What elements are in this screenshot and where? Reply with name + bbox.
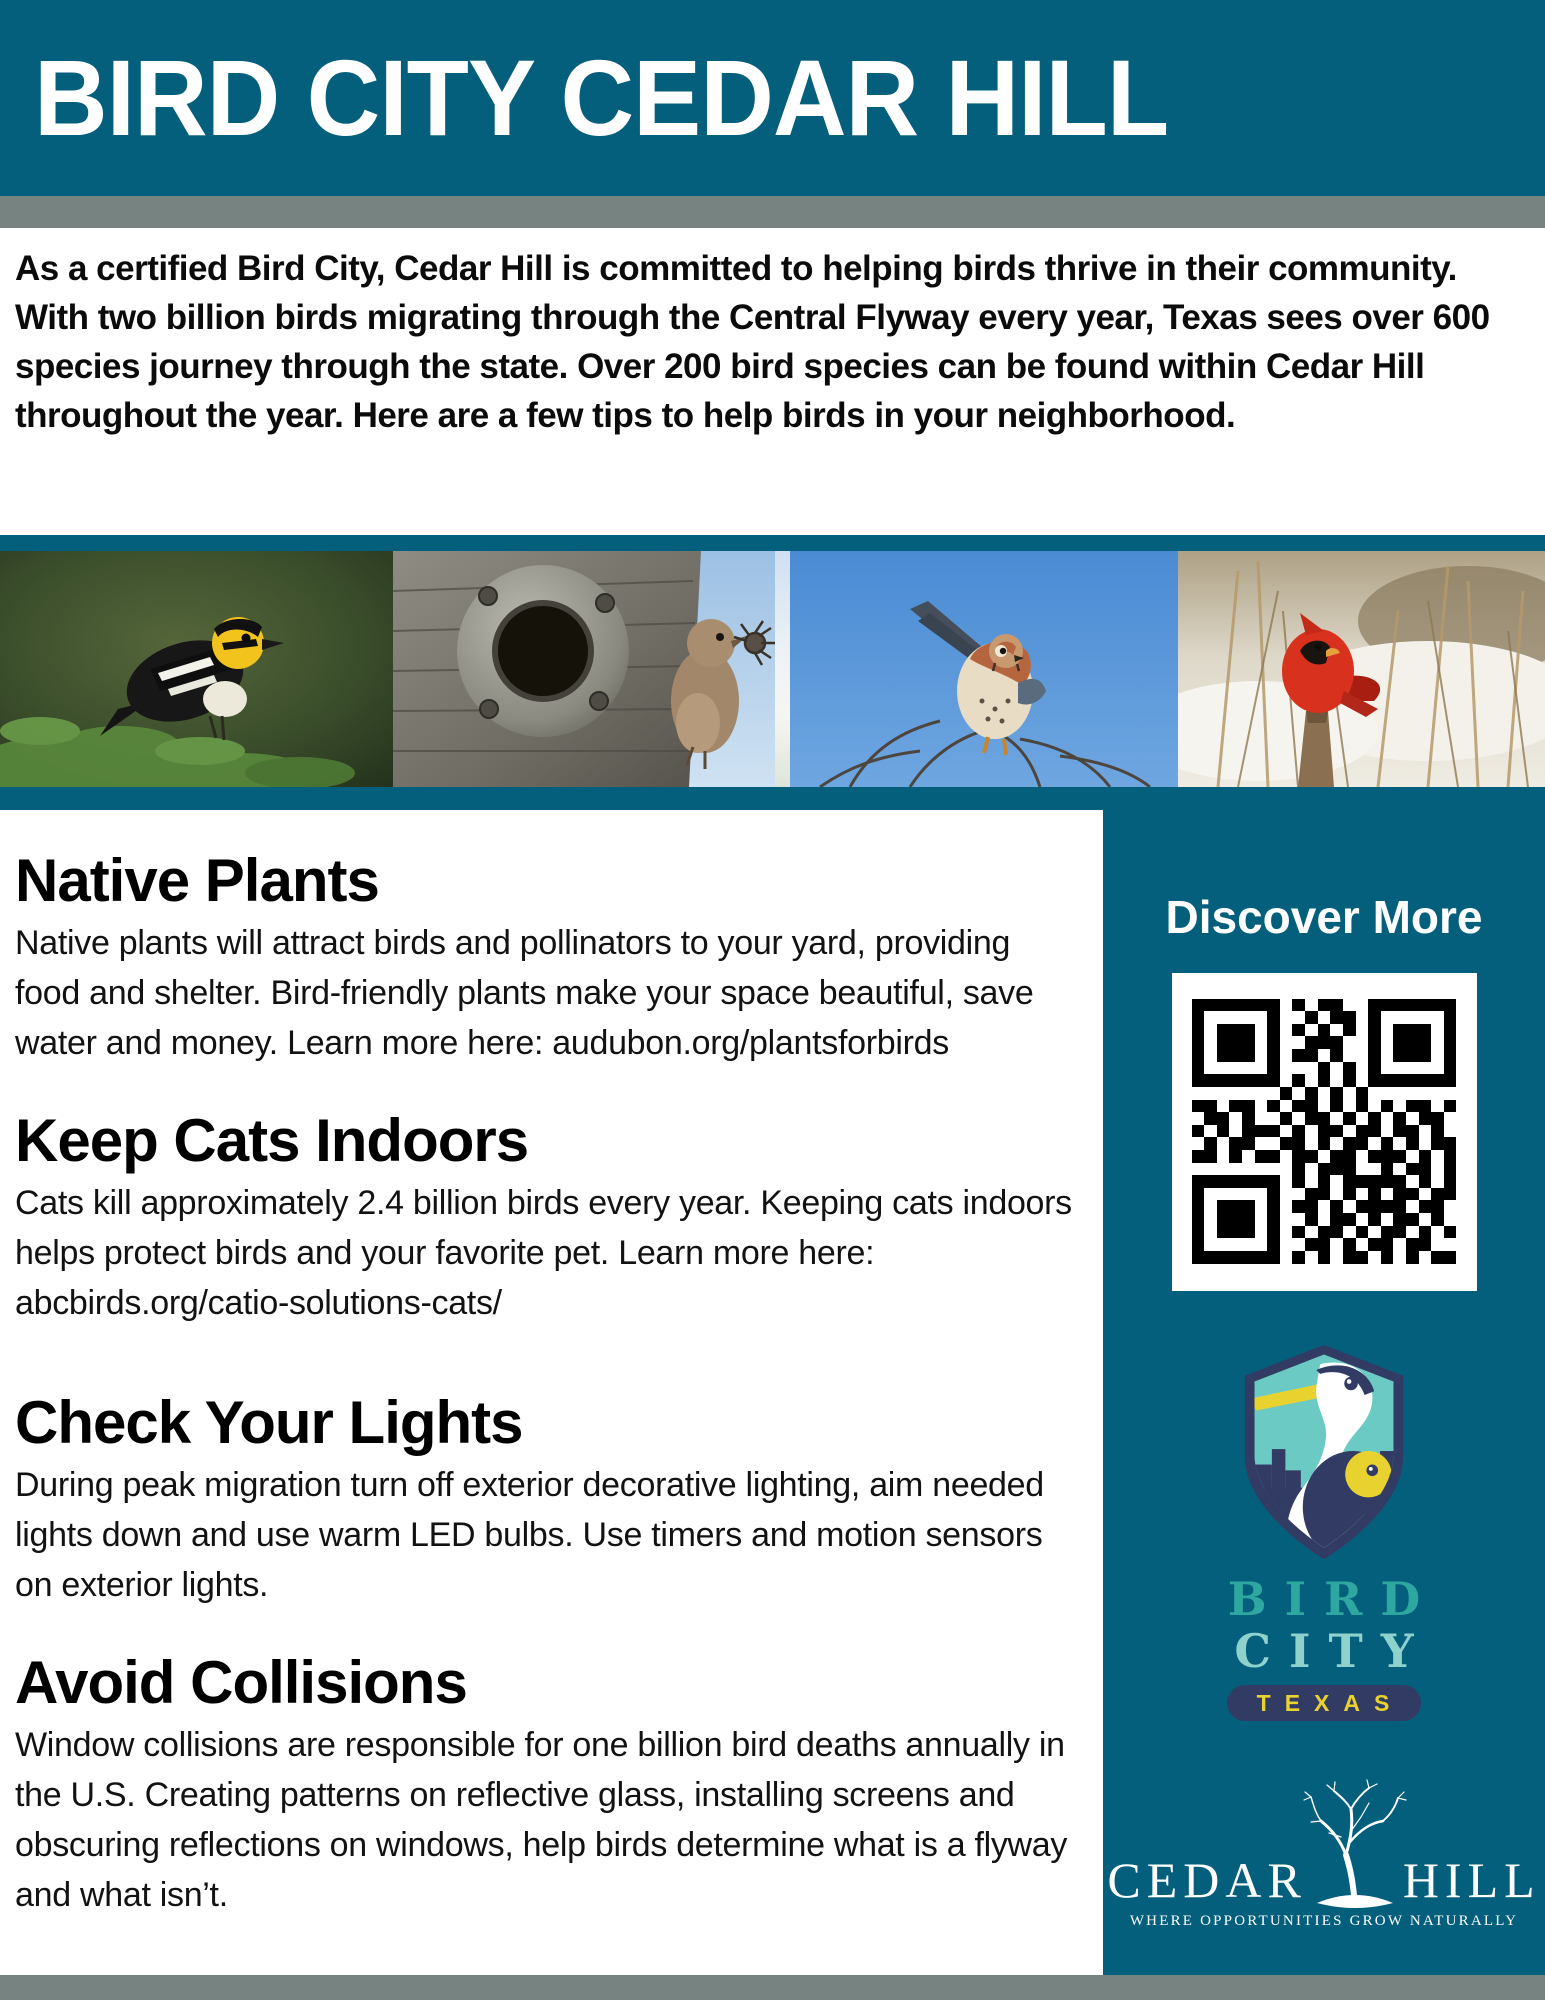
bird-city-logo-word-city: CITY — [1234, 1623, 1432, 1678]
cedar-hill-word-cedar: CEDAR — [1107, 1851, 1307, 1908]
section-heading: Keep Cats Indoors — [15, 1107, 529, 1174]
tips-column — [0, 810, 1103, 1975]
page-title: BIRD CITY CEDAR HILL — [34, 37, 1169, 159]
header-banner — [0, 0, 1545, 196]
nest-box-illustration — [393, 551, 775, 787]
divider-bar-top — [0, 196, 1545, 228]
section-keep-cats-indoors — [15, 1068, 1078, 1328]
kestrel-illustration — [790, 551, 1178, 787]
photo-golden-cheeked-warbler — [0, 551, 393, 787]
intro-paragraph: As a certified Bird City, Cedar Hill is committed to helping birds thrive in their community. With two billion birds migrating through the Central Flyway every year, Texas sees over 600 species journey through the state. Over 200 bird species can be found within Cedar Hill throughout the year. Here are a few tips to help birds in your neighborhood. — [15, 249, 1490, 435]
section-heading: Avoid Collisions — [15, 1649, 467, 1716]
section-check-your-lights — [15, 1328, 1078, 1610]
bird-city-texas-logo — [1224, 1341, 1439, 1721]
photo-strip-top-band — [0, 535, 1545, 551]
sidebar — [1103, 810, 1545, 1975]
intro-section — [0, 228, 1545, 535]
cedar-hill-wordmark — [1107, 1779, 1541, 1908]
photo-strip-bottom-band — [0, 787, 1545, 810]
photo-strip — [0, 535, 1545, 810]
qr-box — [1172, 973, 1477, 1291]
photo-gap — [775, 551, 790, 787]
cedar-hill-tagline: WHERE OPPORTUNITIES GROW NATURALLY — [1129, 1912, 1519, 1929]
discover-more-label: Discover More — [1165, 891, 1483, 943]
section-heading: Native Plants — [15, 847, 379, 914]
bird-city-shield-icon — [1224, 1341, 1424, 1563]
section-body: During peak migration turn off exterior decorative lighting, aim needed lights down and use warm LED bulbs. Use timers and motion sensors on exterior lights. — [15, 1466, 1044, 1604]
main-content — [0, 810, 1545, 1975]
warbler-illustration — [0, 551, 393, 787]
bird-city-logo-word-bird: BIRD — [1227, 1571, 1439, 1626]
section-body: Cats kill approximately 2.4 billion birds every year. Keeping cats indoors helps protect birds and your favorite pet. Learn more here: abcbirds.org/catio-solutions-cats/ — [15, 1184, 1072, 1322]
qr-code — [1192, 999, 1457, 1264]
section-body: Native plants will attract birds and pollinators to your yard, providing food and shelter. Bird-friendly plants make your space beautiful, save water and money. Learn more here: audubon.org/plantsforbirds — [15, 924, 1034, 1062]
section-body: Window collisions are responsible for one billion bird deaths annually in the U.S. Creating patterns on reflective glass, installing screens and obscuring reflections on windows, help birds determine what is a flyway and what isn’t. — [15, 1726, 1068, 1914]
photo-american-kestrel — [790, 551, 1178, 787]
cedar-hill-word-hill: HILL — [1402, 1851, 1541, 1908]
photo-northern-cardinal — [1178, 551, 1545, 787]
footer-bar — [0, 1975, 1545, 2000]
cedar-hill-logo — [1107, 1779, 1540, 1930]
cardinal-illustration — [1178, 551, 1545, 787]
bird-city-logo-badge-texas: TEXAS — [1227, 1685, 1422, 1721]
photo-wren-at-nest-box — [393, 551, 775, 787]
section-heading: Check Your Lights — [15, 1389, 523, 1456]
section-native-plants — [15, 810, 1078, 1068]
cedar-tree-icon — [1303, 1779, 1407, 1909]
section-avoid-collisions — [15, 1610, 1078, 1920]
photo-row — [0, 551, 1545, 787]
